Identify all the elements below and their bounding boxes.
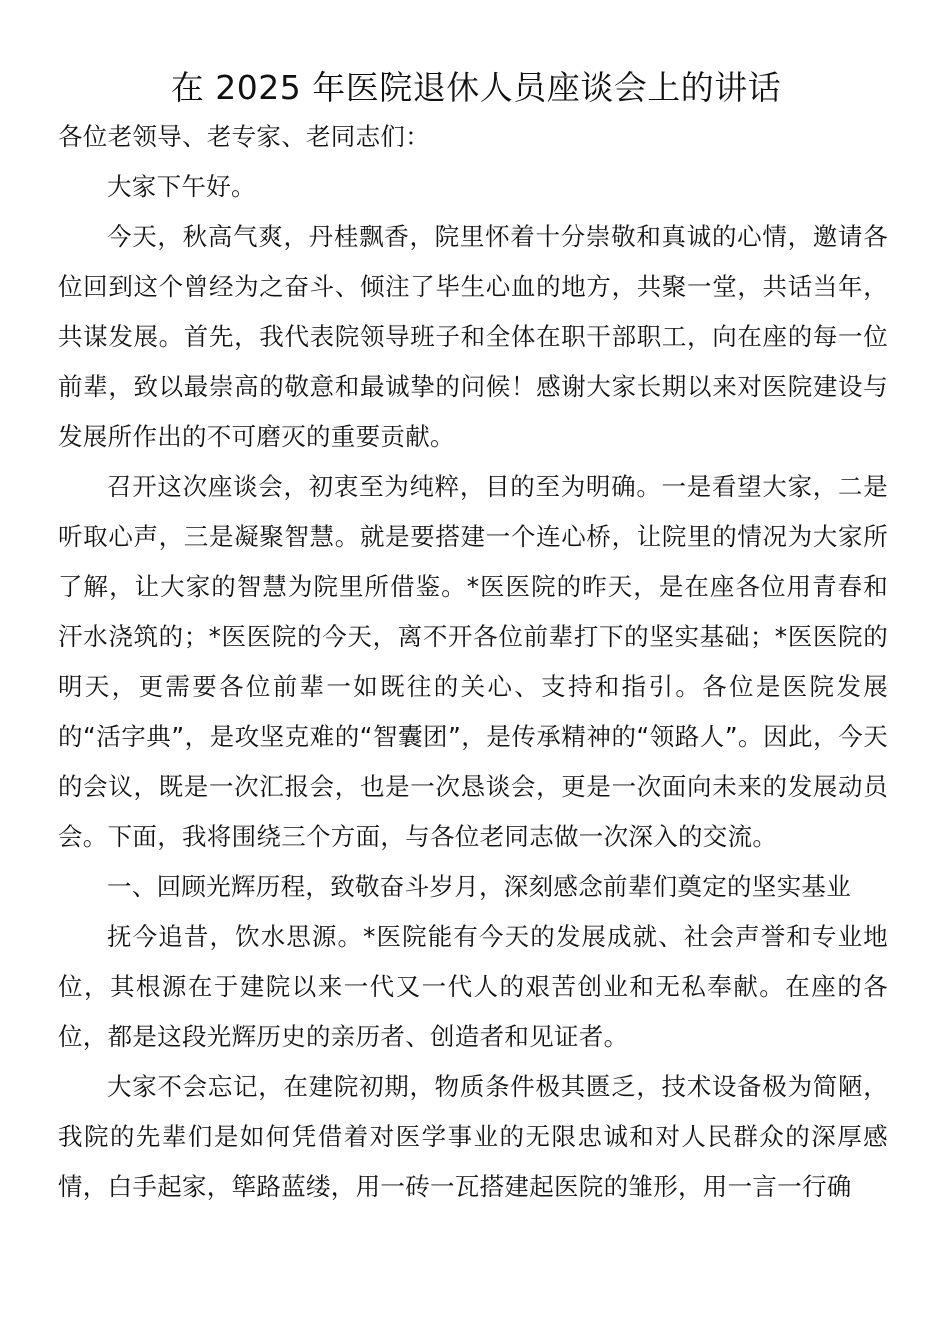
paragraph: 抚今追昔，饮水思源。*医院能有今天的发展成就、社会声誉和专业地位，其根源在于建院以来一代又一代人的艰苦创业和无私奉献。在座的各位，都是这段光辉历史的亲历者、创造者和见证者。 <box>58 922 888 1051</box>
salutation: 各位老领导、老专家、老同志们： <box>58 122 430 151</box>
paragraph: 召开这次座谈会，初衷至为纯粹，目的至为明确。一是看望大家，二是听取心声，三是凝聚智慧。就是要搭建一个连心桥，让院里的情况为大家所了解，让大家的智慧为院里所借鉴。*医医院的昨天，是在座各位用青春和汗水浇筑的；*医医院的今天，离不开各位前辈打下的坚实基础；*医医院的明天，更需要各位前辈一如既往的关心、支持和指引。各位是医院发展的“活字典”，是攻坚克难的“智囊团”，是传承精神的“领路人”。因此，今天的会议，既是一次汇报会，也是一次恳谈会，更是一次面向未来的发展动员会。下面，我将围绕三个方面，与各位老同志做一次深入的交流。 <box>58 472 888 851</box>
paragraph: 今天，秋高气爽，丹桂飘香，院里怀着十分崇敬和真诚的心情，邀请各位回到这个曾经为之奋斗、倾注了毕生心血的地方，共聚一堂，共话当年，共谋发展。首先，我代表院领导班子和全体在职干部职工，向在座的每一位前辈，致以最崇高的敬意和最诚挚的问候！感谢大家长期以来对医院建设与发展所作出的不可磨灭的重要贡献。 <box>58 222 888 451</box>
greeting: 大家下午好。 <box>107 172 256 201</box>
paragraph: 大家不会忘记，在建院初期，物质条件极其匮乏，技术设备极为简陋，我院的先辈们是如何凭借着对医学事业的无限忠诚和对人民群众的深厚感情，白手起家，筚路蓝缕，用一砖一瓦搭建起医院的雏形，用一言一行确 <box>58 1072 888 1201</box>
section-heading: 一、回顾光辉历程，致敬奋斗岁月，深刻感念前辈们奠定的坚实基业 <box>107 872 851 901</box>
document-title: 在 2025 年医院退休人员座谈会上的讲话 <box>170 68 782 107</box>
